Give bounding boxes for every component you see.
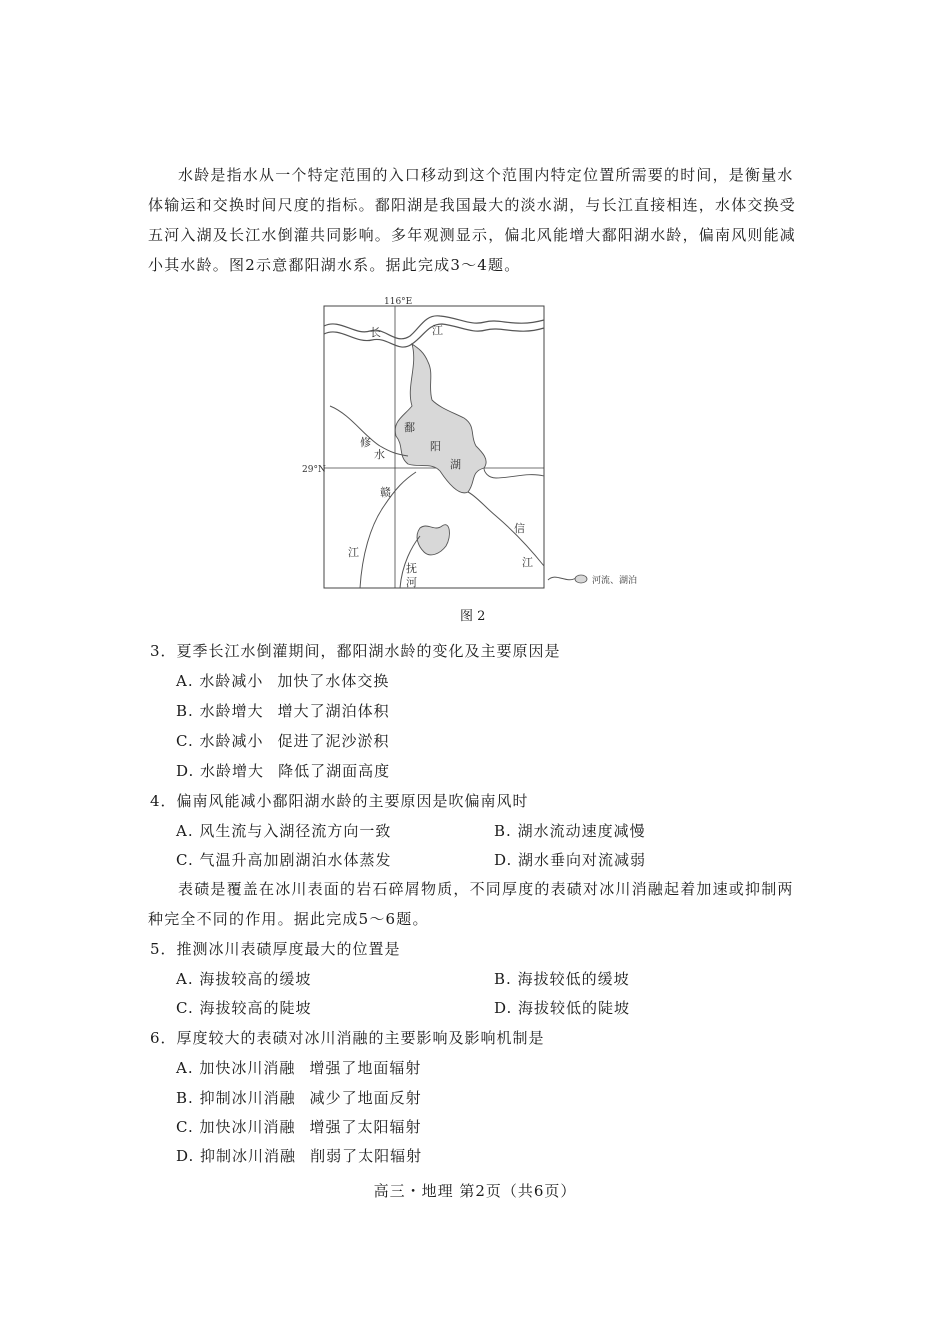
map-label: 江 (432, 324, 443, 337)
q4-option-a: A. 风生流与入湖径流方向一致 (176, 822, 392, 840)
q4-option-c: C. 气温升高加剧湖泊水体蒸发 (176, 851, 392, 869)
q3-option-a: A. 水龄减小 加快了水体交换 (176, 672, 390, 690)
map-legend-label: 河流、湖泊 (592, 576, 638, 586)
poyang-lake-map (300, 296, 660, 596)
longitude-label: 116°E (384, 297, 413, 307)
map-label: 长 (370, 326, 381, 339)
q3-option-c: C. 水龄减小 促进了泥沙淤积 (176, 732, 390, 750)
page-footer: 高三・地理 第2页（共6页） (373, 1182, 577, 1200)
intro-paragraph-2: 表碛是覆盖在冰川表面的岩石碎屑物质，不同厚度的表碛对冰川消融起着加速或抑制两种完全不同的作用。据此完成5～6题。 (148, 880, 794, 928)
question-5-stem: 5．推测冰川表碛厚度最大的位置是 (150, 940, 401, 958)
q5-option-a: A. 海拔较高的缓坡 (176, 970, 312, 988)
figure-caption: 图 2 (460, 609, 486, 624)
map-label: 阳 (430, 440, 441, 453)
map-label: 江 (522, 556, 533, 569)
map-label: 修 (360, 436, 371, 449)
q5-option-b: B. 海拔较低的缓坡 (494, 970, 630, 988)
q4-option-b: B. 湖水流动速度减慢 (494, 822, 646, 840)
map-label: 河 (406, 576, 417, 589)
q5-option-c: C. 海拔较高的陡坡 (176, 999, 312, 1017)
question-3-stem: 3．夏季长江水倒灌期间，鄱阳湖水龄的变化及主要原因是 (150, 642, 561, 660)
q3-option-b: B. 水龄增大 增大了湖泊体积 (176, 702, 390, 720)
q5-option-d: D. 海拔较低的陡坡 (494, 999, 631, 1017)
question-4-stem: 4．偏南风能减小鄱阳湖水龄的主要原因是吹偏南风时 (150, 792, 529, 810)
q3-option-d: D. 水龄增大 降低了湖面高度 (176, 762, 391, 780)
map-label: 江 (348, 546, 359, 559)
map-label: 信 (514, 522, 525, 535)
question-6-stem: 6．厚度较大的表碛对冰川消融的主要影响及影响机制是 (150, 1029, 545, 1047)
latitude-label: 29°N (302, 465, 326, 475)
q6-option-a: A. 加快冰川消融 增强了地面辐射 (176, 1059, 422, 1077)
map-label: 抚 (406, 562, 417, 575)
map-label: 水 (374, 448, 385, 461)
q4-option-d: D. 湖水垂向对流减弱 (494, 851, 647, 869)
q6-option-c: C. 加快冰川消融 增强了太阳辐射 (176, 1118, 422, 1136)
q6-option-d: D. 抑制冰川消融 削弱了太阳辐射 (176, 1147, 423, 1165)
map-label: 湖 (450, 458, 461, 471)
map-label: 赣 (380, 486, 391, 499)
intro-paragraph-1: 水龄是指水从一个特定范围的入口移动到这个范围内特定位置所需要的时间，是衡量水体输运和交换时间尺度的指标。鄱阳湖是我国最大的淡水湖，与长江直接相连，水体交换受五河入湖及长江水倒灌共同影响。多年观测显示，偏北风能增大鄱阳湖水龄，偏南风则能减小其水龄。图2示意鄱阳湖水系。据此完成3～4题。 (148, 166, 797, 274)
map-label: 鄱 (404, 421, 415, 434)
q6-option-b: B. 抑制冰川消融 减少了地面反射 (176, 1089, 422, 1107)
